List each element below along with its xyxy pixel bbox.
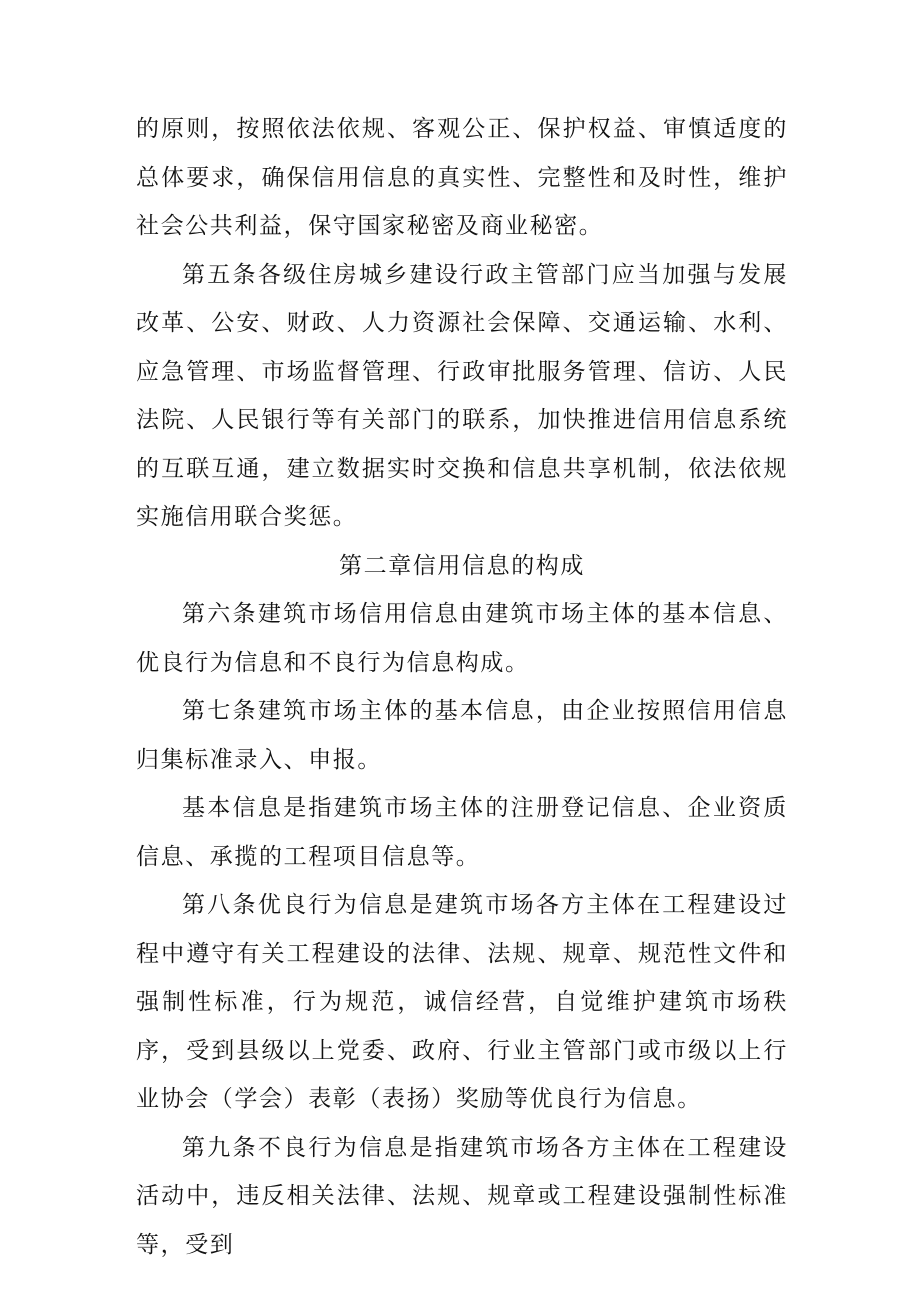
paragraph-article-7: 第七条建筑市场主体的基本信息，由企业按照信用信息归集标准录入、申报。 — [136, 698, 788, 773]
document-body — [136, 105, 788, 1269]
chapter-heading: 第二章信用信息的构成 — [339, 552, 585, 579]
paragraph-basic-info: 基本信息是指建筑市场主体的注册登记信息、企业资质信息、承揽的工程项目信息等。 — [136, 795, 788, 870]
paragraph-article-8: 第八条优良行为信息是建筑市场各方主体在工程建设过程中遵守有关工程建设的法律、法规、规章、规范性文件和强制性标准，行为规范，诚信经营，自觉维护建筑市场秩序，受到县级以上党委、政府、行业主管部门或市级以上行业协会（学会）表彰（表扬）奖励等优良行为信息。 — [136, 892, 788, 1112]
paragraph-continuation: 的原则，按照依法依规、客观公正、保护权益、审慎适度的总体要求，确保信用信息的真实性、完整性和及时性，维护社会公共利益，保守国家秘密及商业秘密。 — [136, 116, 788, 239]
paragraph-article-9: 第九条不良行为信息是指建筑市场各方主体在工程建设活动中，违反相关法律、法规、规章或工程建设强制性标准等，受到 — [136, 1134, 788, 1258]
paragraph-article-6: 第六条建筑市场信用信息由建筑市场主体的基本信息、优良行为信息和不良行为信息构成。 — [136, 601, 788, 676]
paragraph-article-5: 第五条各级住房城乡建设行政主管部门应当加强与发展改革、公安、财政、人力资源社会保障、交通运输、水利、应急管理、市场监督管理、行政审批服务管理、信访、人民法院、人民银行等有关部门的联系，加快推进信用信息系统的互联互通，建立数据实时交换和信息共享机制，依法依规实施信用联合奖惩。 — [136, 261, 788, 530]
